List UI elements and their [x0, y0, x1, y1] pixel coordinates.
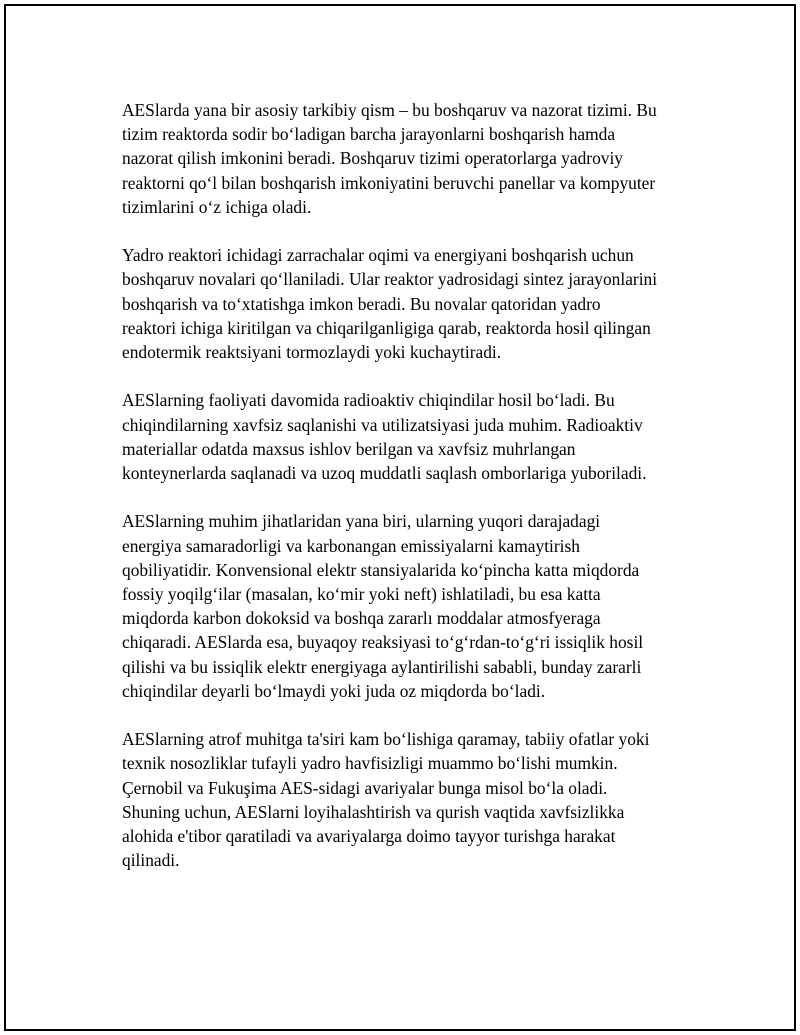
paragraph-control-system: AESlarda yana bir asosiy tarkibiy qism – bu boshqaruv va nazorat tizimi. Bu tizim reaktorda sodir boʻladigan barcha jarayonlarni boshqarish hamda nazorat qilish imkonini beradi. Boshqaruv tizimi operatorlarga yadroviy reaktorni qoʻl bilan boshqarish imkoniyatini beruvchi panellar va kompyuter tizimlarini oʻz ichiga oladi. — [122, 100, 657, 217]
paragraph-safety: AESlarning atrof muhitga ta'siri kam boʻlishiga qaramay, tabiiy ofatlar yoki texnik nosozliklar tufayli yadro havfisizligi muammo boʻlishi mumkin. Çernobil va Fukuşima AES-sidagi avariyalar bunga misol boʻla oladi. Shuning uchun, AESlarni loyihalashtirish va qurish vaqtida xavfsizlikka alohida e'tibor qaratiladi va avariyalarga doimo tayyor turishga harakat qilinadi. — [122, 729, 650, 871]
paragraph-radioactive-waste: AESlarning faoliyati davomida radioaktiv chiqindilar hosil boʻladi. Bu chiqindilarning xavfsiz saqlanishi va utilizatsiyasi juda muhim. Radioaktiv materiallar odatda maxsus ishlov berilgan va xavfsiz muhrlangan konteynerlarda saqlanadi va uzoq muddatli saqlash omborlariga yuboriladi. — [122, 390, 647, 484]
paragraph-energy-efficiency: AESlarning muhim jihatlaridan yana biri, ularning yuqori darajadagi energiya samaradorligi va karbonangan emissiyalarni kamaytirish qobiliyatidir. Konvensional elektr stansiyalarida koʻpincha katta miqdorda fossiy yoqilgʻilar (masalan, koʻmir yoki neft) ishlatiladi, bu esa katta miqdorda karbon dokoksid va boshqa zararlı moddalar atmosfyeraga chiqaradi. AESlarda esa, buyaqoy reaksiyasi toʻgʻrdan-toʻgʻri issiqlik hosil qilishi va bu issiqlik elektr energiyaga aylantirilishi sababli, bunday zararli chiqindilar deyarli boʻlmaydi yoki juda oz miqdorda boʻladi. — [122, 511, 644, 701]
paragraph-control-rods: Yadro reaktori ichidagi zarrachalar oqimi va energiyani boshqarish uchun boshqaruv novalari qoʻllaniladi. Ular reaktor yadrosidagi sintez jarayonlarini boshqarish va toʻxtatishga imkon beradi. Bu novalar qatoridan yadro reaktori ichiga kiritilgan va chiqarilganligiga qarab, reaktorda hosil qilingan endotermik reaktsiyani tormozlaydi yoki kuchaytiradi. — [122, 245, 658, 363]
document-body — [122, 98, 702, 872]
page-frame — [4, 4, 796, 1031]
